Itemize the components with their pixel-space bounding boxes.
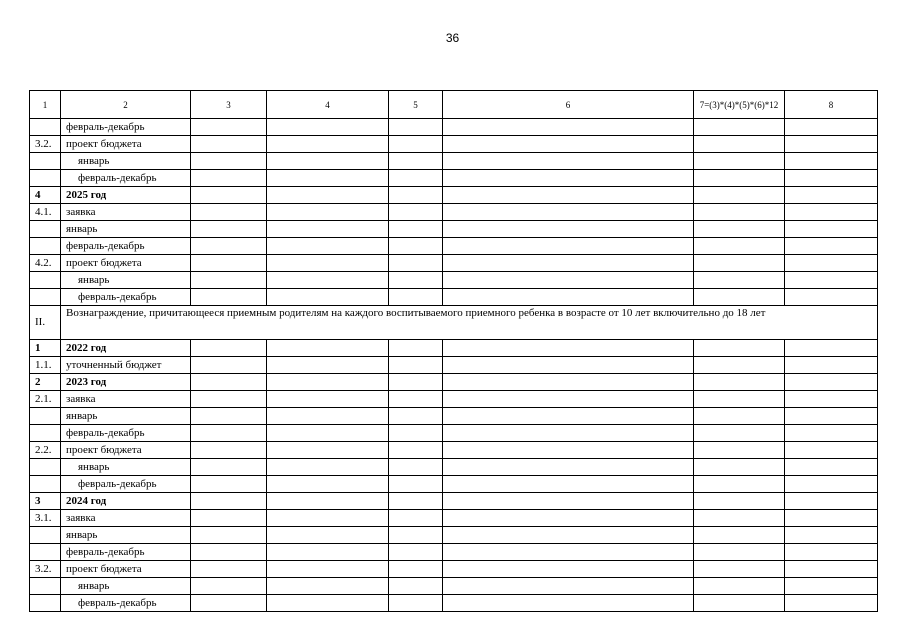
value-cell-col-5: [389, 561, 443, 578]
row-number-cell: 3.1.: [30, 510, 61, 527]
table-row: [30, 119, 878, 136]
row-label-cell: заявка: [61, 204, 191, 221]
value-cell-col-3: [191, 170, 267, 187]
value-cell-col-3: [191, 459, 267, 476]
col-header-3: 3: [191, 91, 267, 119]
value-cell-col-5: [389, 493, 443, 510]
value-cell-col-8: [785, 391, 878, 408]
value-cell-col-6: [443, 221, 694, 238]
value-cell-col-5: [389, 595, 443, 612]
value-cell-col-7: [694, 357, 785, 374]
row-label-cell: февраль-декабрь: [61, 544, 191, 561]
value-cell-col-3: [191, 408, 267, 425]
value-cell-col-7: [694, 510, 785, 527]
table-row: [30, 459, 878, 476]
col-header-1: 1: [30, 91, 61, 119]
value-cell-col-6: [443, 153, 694, 170]
row-label-cell: февраль-декабрь: [61, 595, 191, 612]
value-cell-col-5: [389, 391, 443, 408]
value-cell-col-8: [785, 289, 878, 306]
row-label-cell: январь: [61, 459, 191, 476]
value-cell-col-3: [191, 340, 267, 357]
row-number-cell: [30, 408, 61, 425]
row-number-cell: II.: [30, 306, 61, 340]
value-cell-col-4: [267, 255, 389, 272]
value-cell-col-6: [443, 119, 694, 136]
table-row: [30, 170, 878, 187]
row-number-cell: [30, 425, 61, 442]
row-number-cell: [30, 119, 61, 136]
value-cell-col-8: [785, 187, 878, 204]
table-row: [30, 187, 878, 204]
value-cell-col-4: [267, 391, 389, 408]
value-cell-col-7: [694, 527, 785, 544]
row-label-cell: 2023 год: [61, 374, 191, 391]
value-cell-col-7: [694, 119, 785, 136]
value-cell-col-5: [389, 510, 443, 527]
value-cell-col-4: [267, 170, 389, 187]
value-cell-col-6: [443, 493, 694, 510]
row-label-cell: февраль-декабрь: [61, 119, 191, 136]
value-cell-col-7: [694, 255, 785, 272]
table-row: [30, 544, 878, 561]
row-label-cell: январь: [61, 153, 191, 170]
section-row: [30, 306, 878, 340]
value-cell-col-3: [191, 493, 267, 510]
value-cell-col-5: [389, 357, 443, 374]
value-cell-col-3: [191, 136, 267, 153]
value-cell-col-4: [267, 357, 389, 374]
value-cell-col-7: [694, 374, 785, 391]
value-cell-col-7: [694, 153, 785, 170]
row-number-cell: [30, 272, 61, 289]
value-cell-col-5: [389, 221, 443, 238]
value-cell-col-7: [694, 289, 785, 306]
value-cell-col-4: [267, 187, 389, 204]
row-label-cell: проект бюджета: [61, 442, 191, 459]
value-cell-col-6: [443, 476, 694, 493]
row-number-cell: [30, 578, 61, 595]
table-row: [30, 510, 878, 527]
value-cell-col-5: [389, 136, 443, 153]
value-cell-col-5: [389, 527, 443, 544]
value-cell-col-5: [389, 425, 443, 442]
value-cell-col-4: [267, 595, 389, 612]
value-cell-col-7: [694, 340, 785, 357]
value-cell-col-8: [785, 493, 878, 510]
value-cell-col-4: [267, 476, 389, 493]
row-number-cell: [30, 595, 61, 612]
col-header-6: 6: [443, 91, 694, 119]
value-cell-col-4: [267, 459, 389, 476]
row-label-cell: уточненный бюджет: [61, 357, 191, 374]
value-cell-col-6: [443, 374, 694, 391]
value-cell-col-7: [694, 170, 785, 187]
col-header-8: 8: [785, 91, 878, 119]
table-row: [30, 527, 878, 544]
value-cell-col-4: [267, 561, 389, 578]
page-number: 36: [445, 31, 460, 45]
row-number-cell: 2.1.: [30, 391, 61, 408]
value-cell-col-6: [443, 272, 694, 289]
value-cell-col-6: [443, 391, 694, 408]
value-cell-col-3: [191, 561, 267, 578]
row-label-cell: 2024 год: [61, 493, 191, 510]
row-number-cell: [30, 289, 61, 306]
value-cell-col-5: [389, 238, 443, 255]
value-cell-col-6: [443, 510, 694, 527]
value-cell-col-7: [694, 391, 785, 408]
value-cell-col-4: [267, 221, 389, 238]
value-cell-col-8: [785, 459, 878, 476]
value-cell-col-5: [389, 119, 443, 136]
value-cell-col-8: [785, 221, 878, 238]
table-row: [30, 136, 878, 153]
row-label-cell: февраль-декабрь: [61, 289, 191, 306]
value-cell-col-4: [267, 527, 389, 544]
value-cell-col-8: [785, 510, 878, 527]
value-cell-col-4: [267, 272, 389, 289]
value-cell-col-3: [191, 442, 267, 459]
value-cell-col-3: [191, 510, 267, 527]
value-cell-col-6: [443, 527, 694, 544]
table-row: [30, 425, 878, 442]
row-number-cell: [30, 221, 61, 238]
value-cell-col-6: [443, 544, 694, 561]
value-cell-col-8: [785, 255, 878, 272]
budget-table: [29, 90, 878, 612]
value-cell-col-3: [191, 527, 267, 544]
row-number-cell: 3.2.: [30, 561, 61, 578]
row-label-cell: январь: [61, 527, 191, 544]
value-cell-col-7: [694, 408, 785, 425]
row-label-cell: январь: [61, 221, 191, 238]
value-cell-col-6: [443, 442, 694, 459]
table-row: [30, 408, 878, 425]
value-cell-col-3: [191, 272, 267, 289]
row-label-cell: январь: [61, 578, 191, 595]
table-row: [30, 493, 878, 510]
value-cell-col-5: [389, 204, 443, 221]
row-number-cell: [30, 527, 61, 544]
value-cell-col-8: [785, 119, 878, 136]
value-cell-col-3: [191, 238, 267, 255]
value-cell-col-3: [191, 425, 267, 442]
value-cell-col-5: [389, 476, 443, 493]
row-label-cell: заявка: [61, 391, 191, 408]
row-label-cell: заявка: [61, 510, 191, 527]
table-row: [30, 255, 878, 272]
value-cell-col-7: [694, 493, 785, 510]
value-cell-col-3: [191, 544, 267, 561]
table-row: [30, 561, 878, 578]
header-row: [30, 91, 878, 119]
row-label-cell: февраль-декабрь: [61, 238, 191, 255]
value-cell-col-8: [785, 578, 878, 595]
value-cell-col-7: [694, 221, 785, 238]
value-cell-col-3: [191, 374, 267, 391]
value-cell-col-5: [389, 374, 443, 391]
value-cell-col-8: [785, 170, 878, 187]
row-number-cell: 1.1.: [30, 357, 61, 374]
value-cell-col-6: [443, 187, 694, 204]
value-cell-col-5: [389, 578, 443, 595]
row-label-cell: 2025 год: [61, 187, 191, 204]
value-cell-col-8: [785, 425, 878, 442]
value-cell-col-4: [267, 425, 389, 442]
row-number-cell: 2: [30, 374, 61, 391]
value-cell-col-5: [389, 153, 443, 170]
value-cell-col-6: [443, 561, 694, 578]
value-cell-col-3: [191, 119, 267, 136]
value-cell-col-4: [267, 442, 389, 459]
value-cell-col-4: [267, 289, 389, 306]
value-cell-col-5: [389, 442, 443, 459]
value-cell-col-4: [267, 544, 389, 561]
table-row: [30, 204, 878, 221]
row-number-cell: 4: [30, 187, 61, 204]
value-cell-col-7: [694, 459, 785, 476]
row-number-cell: [30, 476, 61, 493]
row-label-cell: 2022 год: [61, 340, 191, 357]
table-row: [30, 595, 878, 612]
value-cell-col-3: [191, 255, 267, 272]
value-cell-col-3: [191, 391, 267, 408]
row-label-cell: проект бюджета: [61, 255, 191, 272]
value-cell-col-8: [785, 272, 878, 289]
value-cell-col-7: [694, 544, 785, 561]
row-number-cell: [30, 170, 61, 187]
col-header-2: 2: [61, 91, 191, 119]
value-cell-col-8: [785, 561, 878, 578]
value-cell-col-5: [389, 408, 443, 425]
value-cell-col-3: [191, 153, 267, 170]
value-cell-col-5: [389, 544, 443, 561]
value-cell-col-6: [443, 289, 694, 306]
value-cell-col-3: [191, 578, 267, 595]
value-cell-col-3: [191, 289, 267, 306]
value-cell-col-8: [785, 408, 878, 425]
value-cell-col-8: [785, 136, 878, 153]
value-cell-col-6: [443, 340, 694, 357]
value-cell-col-8: [785, 238, 878, 255]
value-cell-col-3: [191, 221, 267, 238]
row-label-cell: февраль-декабрь: [61, 170, 191, 187]
row-number-cell: [30, 459, 61, 476]
value-cell-col-5: [389, 255, 443, 272]
value-cell-col-7: [694, 238, 785, 255]
value-cell-col-7: [694, 136, 785, 153]
value-cell-col-8: [785, 357, 878, 374]
value-cell-col-7: [694, 272, 785, 289]
value-cell-col-4: [267, 340, 389, 357]
table-row: [30, 357, 878, 374]
row-number-cell: 1: [30, 340, 61, 357]
value-cell-col-6: [443, 459, 694, 476]
value-cell-col-8: [785, 204, 878, 221]
value-cell-col-4: [267, 153, 389, 170]
value-cell-col-5: [389, 170, 443, 187]
row-number-cell: 4.1.: [30, 204, 61, 221]
value-cell-col-8: [785, 340, 878, 357]
value-cell-col-3: [191, 357, 267, 374]
value-cell-col-6: [443, 578, 694, 595]
value-cell-col-6: [443, 408, 694, 425]
col-header-7: 7=(3)*(4)*(5)*(6)*12: [694, 91, 785, 119]
row-number-cell: [30, 153, 61, 170]
row-number-cell: 3.2.: [30, 136, 61, 153]
table-row: [30, 289, 878, 306]
value-cell-col-6: [443, 425, 694, 442]
value-cell-col-8: [785, 595, 878, 612]
row-label-cell: Вознаграждение, причитающееся приемным родителям на каждого воспитываемого приемного ребенка в возрасте от 10 лет включительно до 18 лет: [61, 306, 878, 340]
table-row: [30, 442, 878, 459]
table-row: [30, 374, 878, 391]
value-cell-col-7: [694, 578, 785, 595]
table-row: [30, 153, 878, 170]
value-cell-col-6: [443, 595, 694, 612]
value-cell-col-6: [443, 136, 694, 153]
value-cell-col-8: [785, 544, 878, 561]
value-cell-col-8: [785, 153, 878, 170]
value-cell-col-6: [443, 357, 694, 374]
table-row: [30, 578, 878, 595]
table-row: [30, 391, 878, 408]
value-cell-col-6: [443, 255, 694, 272]
row-label-cell: январь: [61, 408, 191, 425]
value-cell-col-7: [694, 595, 785, 612]
value-cell-col-7: [694, 561, 785, 578]
value-cell-col-7: [694, 442, 785, 459]
value-cell-col-5: [389, 187, 443, 204]
value-cell-col-4: [267, 238, 389, 255]
table-row: [30, 476, 878, 493]
value-cell-col-5: [389, 289, 443, 306]
value-cell-col-7: [694, 187, 785, 204]
table-body: [30, 91, 878, 612]
row-number-cell: [30, 544, 61, 561]
value-cell-col-8: [785, 527, 878, 544]
row-number-cell: 2.2.: [30, 442, 61, 459]
value-cell-col-8: [785, 476, 878, 493]
value-cell-col-5: [389, 459, 443, 476]
row-number-cell: 3: [30, 493, 61, 510]
row-number-cell: 4.2.: [30, 255, 61, 272]
table-row: [30, 221, 878, 238]
value-cell-col-5: [389, 272, 443, 289]
row-number-cell: [30, 238, 61, 255]
value-cell-col-6: [443, 204, 694, 221]
table-row: [30, 238, 878, 255]
value-cell-col-4: [267, 136, 389, 153]
col-header-5: 5: [389, 91, 443, 119]
col-header-4: 4: [267, 91, 389, 119]
value-cell-col-7: [694, 476, 785, 493]
value-cell-col-4: [267, 204, 389, 221]
value-cell-col-3: [191, 476, 267, 493]
value-cell-col-8: [785, 442, 878, 459]
value-cell-col-3: [191, 187, 267, 204]
value-cell-col-7: [694, 425, 785, 442]
value-cell-col-6: [443, 170, 694, 187]
row-label-cell: проект бюджета: [61, 136, 191, 153]
row-label-cell: проект бюджета: [61, 561, 191, 578]
value-cell-col-3: [191, 204, 267, 221]
value-cell-col-6: [443, 238, 694, 255]
value-cell-col-4: [267, 510, 389, 527]
value-cell-col-4: [267, 119, 389, 136]
value-cell-col-4: [267, 578, 389, 595]
value-cell-col-3: [191, 595, 267, 612]
value-cell-col-5: [389, 340, 443, 357]
value-cell-col-4: [267, 408, 389, 425]
value-cell-col-4: [267, 374, 389, 391]
value-cell-col-4: [267, 493, 389, 510]
value-cell-col-8: [785, 374, 878, 391]
row-label-cell: февраль-декабрь: [61, 476, 191, 493]
table-row: [30, 272, 878, 289]
value-cell-col-7: [694, 204, 785, 221]
table-row: [30, 340, 878, 357]
row-label-cell: январь: [61, 272, 191, 289]
row-label-cell: февраль-декабрь: [61, 425, 191, 442]
